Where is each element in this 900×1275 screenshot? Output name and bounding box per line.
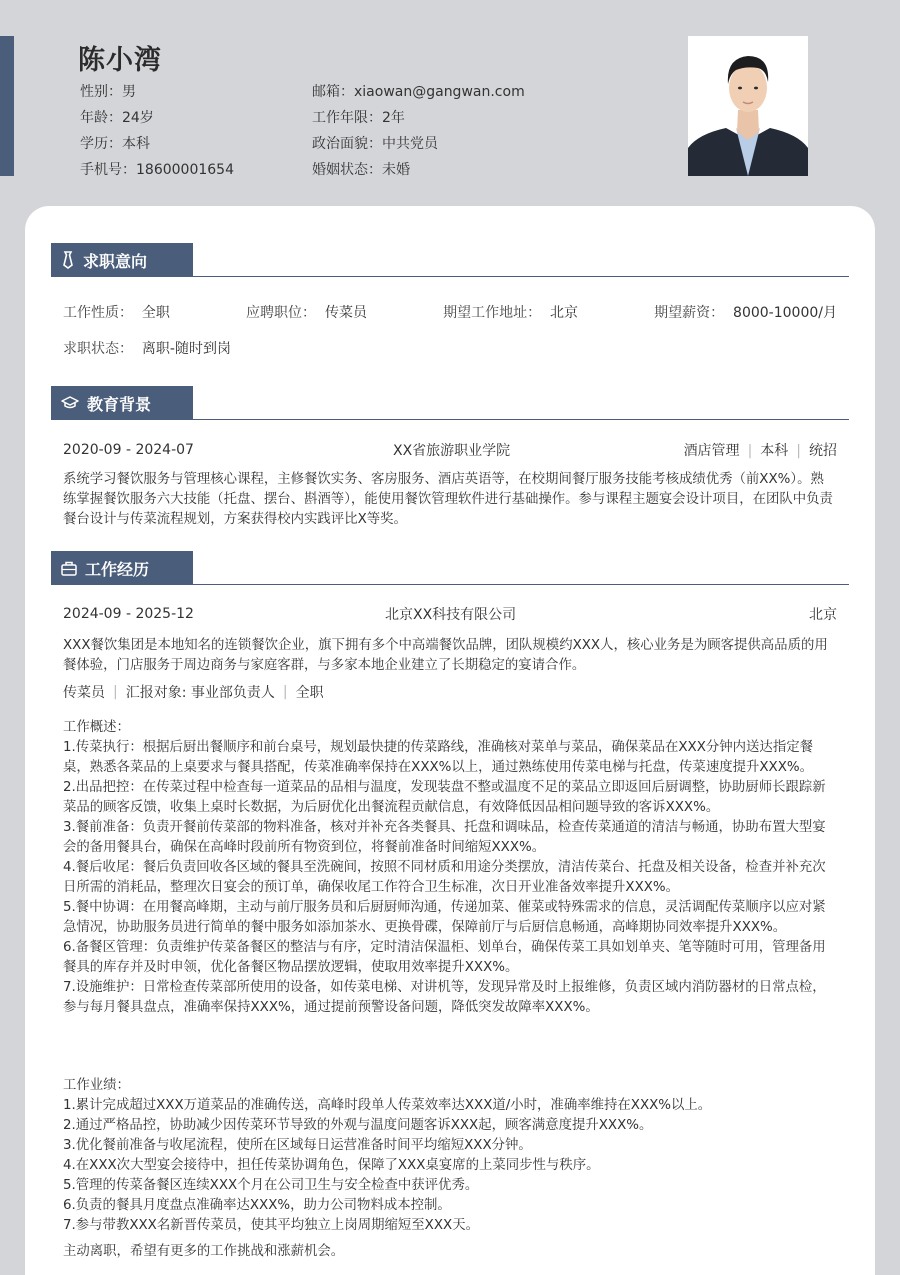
resume-card	[25, 206, 875, 1275]
education-description: 系统学习餐饮服务与管理核心课程，主修餐饮实务、客房服务、酒店英语等，在校期间餐厅服务技能考核成绩优秀（前XX%）。熟练掌握餐饮服务六大技能（托盘、摆台、斟酒等），能使用餐饮管理软件进行基础操作。参与课程主题宴会设计项目，在团队中负责餐台设计与传菜流程规划，方案获得校内实践评比X等奖。	[63, 472, 833, 527]
section-title: 工作经历	[85, 559, 150, 579]
company-name: 北京XX科技有限公司	[385, 607, 517, 623]
achievement-item: 1.累计完成超过XXX万道菜品的准确传送，高峰时段单人传菜效率达XXX道/小时，准确率维持在XXX%以上。	[63, 1098, 712, 1113]
section-title: 求职意向	[83, 251, 148, 271]
basic-info-left	[80, 82, 234, 186]
overview-item: 5.餐中协调：在用餐高峰期，主动与前厅服务员和后厨厨师沟通，传递加菜、催菜或特殊需求的信息，灵活调配传菜顺序以应对紧急情况，协助服务员进行简单的餐中服务如添加茶水、更换骨碟，保障前厅与后厨信息畅通，高峰期协同效率提升XXX%。	[63, 900, 826, 935]
work-achievements: 工作业绩： 1.累计完成超过XXX万道菜品的准确传送，高峰时段单人传菜效率达XXX道/小时，准确率维持在XXX%以上。 2.通过严格品控，协助减少因传菜环节导致的外观与温度问题客诉XXX起，顾客满意度提升XXX%。 3.优化餐前准备与收尾流程，使所在区域每日运营准备时间平均缩短XXX分钟。 4.在XXX次大型宴会接待中，担任传菜协调角色，保障了XXX桌宴席的上菜同步性与秩序。 5.管理的传菜备餐区连续XXX个月在公司卫生与安全检查中获评优秀。 6.负责的餐具月度盘点准确率达XXX%，助力公司物料成本控制。 7.参与带教XXX名新晋传菜员，使其平均独立上岗周期缩短至XXX天。	[63, 1076, 837, 1236]
basic-info-right	[312, 82, 525, 186]
overview-item: 3.餐前准备：负责开餐前传菜部的物料准备，核对并补充各类餐具、托盘和调味品，检查传菜通道的清洁与畅通，协助布置大型宴会的备用餐具台，确保在高峰时段前所有物资到位，将餐前准备时间缩短XXX%。	[63, 820, 826, 855]
graduation-cap-icon	[61, 396, 79, 410]
overview-item: 6.备餐区管理：负责维护传菜备餐区的整洁与有序，定时清洁保温柜、划单台，确保传菜工具如划单夹、笔等随时可用，管理备用餐具的库存并及时申领，优化备餐区物品摆放逻辑，使取用效率提升XXX%。	[63, 940, 826, 975]
work-city: 北京	[809, 607, 837, 623]
overview-item: 7.设施维护：日常检查传菜部所使用的设备，如传菜电梯、对讲机等，发现异常及时上报维修，负责区域内消防器材的日常点检，参与每月餐具盘点，准确率保持XXX%，通过提前预警设备问题，降低突发故障率XXX%。	[63, 980, 826, 1015]
achievement-item: 7.参与带教XXX名新晋传菜员，使其平均独立上岗周期缩短至XXX天。	[63, 1218, 479, 1233]
education-tags: 酒店管理 | 本科 | 统招	[683, 443, 837, 459]
achievement-item: 6.负责的餐具月度盘点准确率达XXX%，助力公司物料成本控制。	[63, 1198, 451, 1213]
gender-row: 性别：男	[80, 84, 136, 100]
work-tags: 传菜员 | 汇报对象: 事业部负责人 | 全职	[63, 684, 324, 701]
achievement-item: 2.通过严格品控，协助减少因传菜环节导致的外观与温度问题客诉XXX起，顾客满意度提升XXX%。	[63, 1118, 653, 1133]
phone-row: 手机号：18600001654	[80, 162, 234, 178]
work-period: 2024-09 - 2025-12	[63, 606, 194, 622]
intent-section-header	[51, 243, 849, 277]
intent-row	[63, 302, 837, 322]
portrait-image	[688, 36, 808, 176]
email-row: 邮箱：xiaowan@gangwan.com	[312, 84, 525, 100]
education-row	[63, 440, 837, 460]
job-status: 求职状态： 离职-随时到岗	[63, 341, 231, 357]
education-period: 2020-09 - 2024-07	[63, 442, 194, 458]
expected-location: 期望工作地址： 北京	[443, 305, 578, 321]
tie-icon	[61, 251, 75, 269]
achievement-item: 5.管理的传菜备餐区连续XXX个月在公司卫生与安全检查中获评优秀。	[63, 1178, 479, 1193]
education-tab	[51, 386, 193, 420]
overview-item: 1.传菜执行：根据后厨出餐顺序和前台桌号，规划最快捷的传菜路线，准确核对菜单与菜品，确保菜品在XXX分钟内送达指定餐桌，熟悉各菜品的上桌要求与餐具搭配，传菜准确率保持在XXX%以上，通过熟练使用传菜电梯与托盘，传菜速度提升XXX%。	[63, 740, 814, 775]
education-level-row: 学历：本科	[80, 136, 150, 152]
work-tab	[51, 551, 193, 585]
work-years-row: 工作年限：2年	[312, 110, 405, 126]
education-section-header	[51, 386, 849, 420]
briefcase-icon	[61, 561, 77, 576]
work-row	[63, 604, 837, 624]
work-section-header	[51, 551, 849, 585]
overview-item: 2.出品把控：在传菜过程中检查每一道菜品的品相与温度，发现装盘不整或温度不足的菜品立即返回后厨调整，协助厨师长跟踪新菜品的顾客反馈，收集上桌时长数据，为后厨优化出餐流程贡献信息，有效降低因品相问题导致的客诉XXX%。	[63, 780, 826, 815]
achievement-item: 3.优化餐前准备与收尾流程，使所在区域每日运营准备时间平均缩短XXX分钟。	[63, 1138, 532, 1153]
achievement-item: 4.在XXX次大型宴会接待中，担任传菜协调角色，保障了XXX桌宴席的上菜同步性与秩序。	[63, 1158, 600, 1173]
leave-reason: 主动离职，希望有更多的工作挑战和涨薪机会。	[63, 1244, 345, 1259]
overview-item: 4.餐后收尾：餐后负责回收各区域的餐具至洗碗间，按照不同材质和用途分类摆放，清洁传菜台、托盘及相关设备，检查并补充次日所需的消耗品，整理次日宴会的预订单，确保收尾工作符合卫生标准，次日开业准备效率提升XXX%。	[63, 860, 826, 895]
candidate-name: 陈小湾	[78, 45, 162, 76]
work-overview: 工作概述： 1.传菜执行：根据后厨出餐顺序和前台桌号，规划最快捷的传菜路线，准确核对菜单与菜品，确保菜品在XXX分钟内送达指定餐桌，熟悉各菜品的上桌要求与餐具搭配，传菜准确率保持在XXX%以上，通过熟练使用传菜电梯与托盘，传菜速度提升XXX%。 2.出品把控：在传菜过程中检查每一道菜品的品相与温度，发现装盘不整或温度不足的菜品立即返回后厨调整，协助厨师长跟踪新菜品的顾客反馈，收集上桌时长数据，为后厨优化出餐流程贡献信息，有效降低因品相问题导致的客诉XXX%。 3.餐前准备：负责开餐前传菜部的物料准备，核对并补充各类餐具、托盘和调味品，检查传菜通道的清洁与畅通，协助布置大型宴会的备用餐具台，确保在高峰时段前所有物资到位，将餐前准备时间缩短XXX%。 4.餐后收尾：餐后负责回收各区域的餐具至洗碗间，按照不同材质和用途分类摆放，清洁传菜台、托盘及相关设备，检查并补充次日所需的消耗品，整理次日宴会的预订单，确保收尾工作符合卫生标准，次日开业准备效率提升XXX%。 5.餐中协调：在用餐高峰期，主动与前厅服务员和后厨厨师沟通，传递加菜、催菜或特殊需求的信息，灵活调配传菜顺序以应对紧急情况，协助服务员进行简单的餐中服务如添加茶水、更换骨碟，保障前厅与后厨信息畅通，高峰期协同效率提升XXX%。 6.备餐区管理：负责维护传菜备餐区的整洁与有序，定时清洁保温柜、划单台，确保传菜工具如划单夹、笔等随时可用，管理备用餐具的库存并及时申领，优化备餐区物品摆放逻辑，使取用效率提升XXX%。 7.设施维护：日常检查传菜部所使用的设备，如传菜电梯、对讲机等，发现异常及时上报维修，负责区域内消防器材的日常点检，参与每月餐具盘点，准确率保持XXX%，通过提前预警设备问题，降低突发故障率XXX%。	[63, 718, 837, 1018]
company-description: XXX餐饮集团是本地知名的连锁餐饮企业，旗下拥有多个中高端餐饮品牌，团队规模约XXX人，核心业务是为顾客提供高品质的用餐体验，门店服务于周边商务与家庭客群，与多家本地企业建立了长期稳定的宴请合作。	[63, 638, 828, 673]
age-row: 年龄：24岁	[80, 110, 154, 126]
intent-tab	[51, 243, 193, 277]
applied-position: 应聘职位： 传菜员	[246, 305, 367, 321]
school-name: XX省旅游职业学院	[393, 443, 511, 459]
expected-salary: 期望薪资： 8000-10000/月	[654, 305, 837, 321]
political-status-row: 政治面貌：中共党员	[312, 136, 438, 152]
marital-status-row: 婚姻状态：未婚	[312, 162, 410, 178]
profile-photo	[688, 36, 808, 176]
job-status-row	[63, 338, 837, 358]
accent-bar	[0, 36, 14, 176]
job-type: 工作性质： 全职	[63, 305, 170, 321]
section-title: 教育背景	[87, 394, 152, 414]
